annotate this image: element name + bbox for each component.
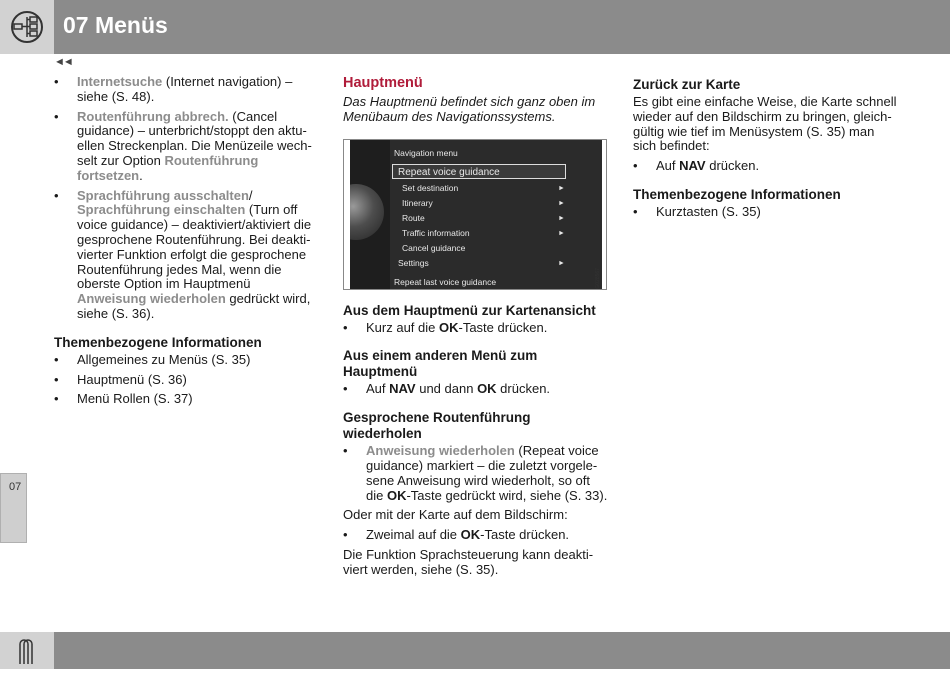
control-knob-icon: [350, 184, 384, 240]
related-links: [633, 205, 898, 220]
chapter-tab[interactable]: [0, 473, 27, 543]
related-link[interactable]: • Menü Rollen (S. 37): [54, 392, 319, 407]
step-list: [343, 444, 608, 503]
key-label: OK: [386, 487, 407, 503]
volvo-logo-icon: [0, 632, 54, 669]
list-item: [54, 75, 319, 105]
key-label: OK: [477, 381, 497, 397]
screen-menu-item: Itinerary: [402, 197, 433, 208]
paragraph: Oder mit der Karte auf dem Bildschirm:: [343, 507, 568, 523]
step-list: [343, 382, 608, 397]
section-intro: Das Hauptmenü befindet sich ganz oben im Menübaum des Navigationssystems.: [343, 94, 596, 124]
subheading: Gesprochene Routenführung wiederholen: [343, 410, 531, 442]
screen-display: [350, 140, 602, 289]
image-code: G028567: [595, 267, 601, 289]
related-link[interactable]: • Allgemeines zu Menüs (S. 35): [54, 353, 319, 368]
option-name: Sprachführung einschalten: [77, 202, 246, 218]
list-item: [54, 189, 319, 322]
option-name: Anweisung wiederholen: [77, 291, 226, 307]
text: Zweimal auf die: [366, 527, 461, 543]
text: Kurz auf die: [366, 319, 439, 335]
screen-title: Navigation menu: [394, 147, 458, 158]
option-name: Sprachführung ausschalten: [77, 187, 249, 203]
related-link[interactable]: • Hauptmenü (S. 36): [54, 373, 319, 388]
screen-menu-item: Settings: [398, 257, 429, 268]
screen-selected-label: Repeat voice guidance: [398, 166, 500, 178]
text: Auf: [366, 381, 390, 397]
page-header: [0, 0, 950, 54]
option-name: Internetsuche: [77, 74, 163, 89]
option-name: Routenführung abbrech.: [77, 108, 229, 124]
navigation-menu-screenshot: [343, 139, 607, 290]
screen-menu-item: Route: [402, 212, 425, 223]
column-right: [633, 75, 898, 225]
list-item: [54, 110, 319, 184]
list-item: [343, 382, 608, 397]
subheading: Zurück zur Karte: [633, 77, 741, 92]
option-name: Anweisung wiederholen: [366, 443, 515, 459]
text: -Taste gedrückt wird, siehe (S. 33).: [406, 487, 608, 503]
related-info-heading: Themenbezogene Informationen: [54, 334, 262, 350]
key-label: NAV: [389, 381, 416, 397]
option-desc: (Cancel guidance) – unterbricht/stoppt den aktu-ellen Streckenplan. Die Menüzeile wech-selt zur Option: [77, 108, 312, 168]
related-links: [54, 353, 319, 407]
footer-logo-box: [0, 632, 54, 669]
punct: .: [139, 167, 143, 183]
text: Auf: [656, 158, 680, 174]
key-label: OK: [460, 527, 481, 543]
column-left: [54, 75, 319, 412]
arrow-right-icon: ►: [558, 214, 565, 222]
related-info-heading: Themenbezogene Informationen: [633, 186, 841, 202]
page-title: 07 Menüs: [63, 12, 168, 38]
subheading: Aus einem anderen Menü zum Hauptmenü: [343, 348, 538, 380]
key-label: NAV: [679, 158, 706, 174]
screen-menu-item: Set destination: [402, 182, 459, 193]
back-arrows-icon[interactable]: ◄◄: [54, 56, 72, 68]
text: drücken.: [496, 381, 551, 397]
text: drücken.: [705, 158, 760, 174]
related-link[interactable]: • Kurztasten (S. 35): [633, 205, 898, 220]
menu-symbol-icon: [0, 0, 54, 54]
text: und dann: [415, 381, 478, 397]
option-desc: (Internet navigation) – siehe (S. 48).: [77, 74, 293, 104]
screen-menu-item: Cancel guidance: [402, 242, 466, 253]
key-label: OK: [439, 319, 459, 335]
screen-menu-item: Traffic information: [402, 227, 470, 238]
list-item: [633, 159, 898, 174]
arrow-right-icon: ►: [558, 199, 565, 207]
option-name: Routenführung fortsetzen: [77, 152, 259, 183]
text: -Taste drücken.: [480, 527, 570, 543]
option-desc: gedrückt wird, siehe (S. 36).: [77, 291, 311, 321]
column-middle: [343, 75, 608, 583]
text: -Taste drücken.: [458, 319, 548, 335]
arrow-right-icon: ►: [558, 184, 565, 192]
list-item: [343, 321, 608, 336]
chapter-number: 07: [9, 481, 22, 493]
screen-selected-item: [392, 164, 566, 179]
slash: /: [248, 187, 253, 203]
list-item: [343, 444, 608, 503]
page-footer: [0, 632, 950, 669]
step-list: [343, 528, 608, 543]
arrow-right-icon: ►: [558, 229, 565, 237]
header-icon-box: [0, 0, 54, 54]
paragraph: Die Funktion Sprachsteuerung kann deakti-viert werden, siehe (S. 35).: [343, 546, 594, 577]
step-list: [633, 159, 898, 174]
arrow-right-icon: ►: [558, 259, 565, 267]
section-title: Hauptmenü: [343, 75, 423, 91]
screen-bottom-hint: Repeat last voice guidance: [394, 276, 497, 287]
text: (Repeat voice guidance) markiert – die zuletzt vorgele-sene Anweisung wird wiederholt, so oft die: [366, 443, 599, 503]
option-desc: (Turn off voice guidance) – deaktiviert/aktiviert die gesprochene Routenführung. Bei deakti-vierter Funktion erfolgt die gesprochene Routenführung jedes Mal, wenn die oberste Option im Hauptmenü: [77, 202, 312, 292]
paragraph: Es gibt eine einfache Weise, die Karte schnell wieder auf den Bildschirm zu bringen, gleich-gültig wie tief im Menüsystem (S. 35) man sich befindet:: [633, 94, 897, 154]
subheading: Aus dem Hauptmenü zur Kartenansicht: [343, 302, 596, 318]
option-list: [54, 75, 319, 322]
screen-menu: [390, 140, 602, 289]
list-item: [343, 528, 608, 543]
step-list: [343, 321, 608, 336]
